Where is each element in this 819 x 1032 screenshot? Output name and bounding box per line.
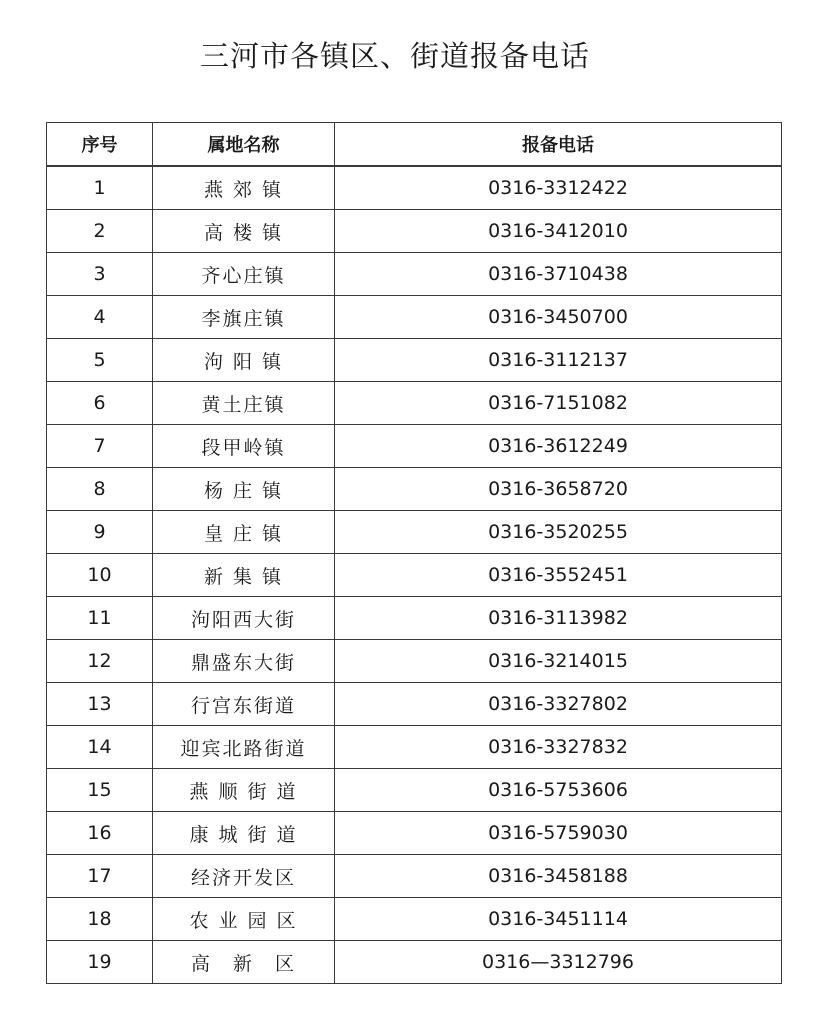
table-row bbox=[47, 382, 782, 425]
row-number: 8 bbox=[47, 468, 153, 511]
row-number: 14 bbox=[47, 726, 153, 769]
table-row bbox=[47, 253, 782, 296]
phone-number: 0316-3412010 bbox=[335, 210, 782, 253]
table-row bbox=[47, 425, 782, 468]
row-number: 16 bbox=[47, 812, 153, 855]
table-row bbox=[47, 468, 782, 511]
area-name: 高 楼 镇 bbox=[153, 210, 335, 253]
phone-number: 0316-3710438 bbox=[335, 253, 782, 296]
row-number: 18 bbox=[47, 898, 153, 941]
header-phone: 报备电话 bbox=[335, 123, 782, 167]
table-row bbox=[47, 554, 782, 597]
table-row bbox=[47, 640, 782, 683]
phone-number: 0316-3113982 bbox=[335, 597, 782, 640]
table-row bbox=[47, 898, 782, 941]
phone-number: 0316-3552451 bbox=[335, 554, 782, 597]
phone-number: 0316-3327802 bbox=[335, 683, 782, 726]
area-name: 康 城 街 道 bbox=[153, 812, 335, 855]
table-row bbox=[47, 812, 782, 855]
area-name: 李旗庄镇 bbox=[153, 296, 335, 339]
phone-number: 0316-3214015 bbox=[335, 640, 782, 683]
row-number: 5 bbox=[47, 339, 153, 382]
row-number: 4 bbox=[47, 296, 153, 339]
phone-number: 0316-7151082 bbox=[335, 382, 782, 425]
area-name: 行宫东街道 bbox=[153, 683, 335, 726]
row-number: 6 bbox=[47, 382, 153, 425]
area-name: 杨 庄 镇 bbox=[153, 468, 335, 511]
phone-number: 0316-3327832 bbox=[335, 726, 782, 769]
phone-number: 0316-3312422 bbox=[335, 166, 782, 210]
phone-number: 0316-3451114 bbox=[335, 898, 782, 941]
table-header bbox=[47, 123, 782, 167]
table-row bbox=[47, 683, 782, 726]
row-number: 17 bbox=[47, 855, 153, 898]
area-name: 鼎盛东大街 bbox=[153, 640, 335, 683]
phone-table bbox=[46, 122, 782, 984]
row-number: 15 bbox=[47, 769, 153, 812]
area-name: 皇 庄 镇 bbox=[153, 511, 335, 554]
table-row bbox=[47, 597, 782, 640]
table-row bbox=[47, 166, 782, 210]
area-name: 燕 顺 街 道 bbox=[153, 769, 335, 812]
phone-number: 0316-3458188 bbox=[335, 855, 782, 898]
area-name: 黄土庄镇 bbox=[153, 382, 335, 425]
row-number: 1 bbox=[47, 166, 153, 210]
table-row bbox=[47, 511, 782, 554]
table-row bbox=[47, 210, 782, 253]
area-name: 迎宾北路街道 bbox=[153, 726, 335, 769]
table-row bbox=[47, 339, 782, 382]
area-name: 泃 阳 镇 bbox=[153, 339, 335, 382]
phone-number: 0316-5753606 bbox=[335, 769, 782, 812]
row-number: 2 bbox=[47, 210, 153, 253]
table-row bbox=[47, 726, 782, 769]
row-number: 11 bbox=[47, 597, 153, 640]
area-name: 泃阳西大街 bbox=[153, 597, 335, 640]
area-name: 段甲岭镇 bbox=[153, 425, 335, 468]
row-number: 13 bbox=[47, 683, 153, 726]
header-row bbox=[47, 123, 782, 167]
phone-number: 0316—3312796 bbox=[335, 941, 782, 984]
row-number: 9 bbox=[47, 511, 153, 554]
area-name: 新 集 镇 bbox=[153, 554, 335, 597]
area-name: 经济开发区 bbox=[153, 855, 335, 898]
phone-number: 0316-3520255 bbox=[335, 511, 782, 554]
row-number: 19 bbox=[47, 941, 153, 984]
area-name: 燕 郊 镇 bbox=[153, 166, 335, 210]
row-number: 3 bbox=[47, 253, 153, 296]
phone-number: 0316-3112137 bbox=[335, 339, 782, 382]
row-number: 12 bbox=[47, 640, 153, 683]
area-name: 农 业 园 区 bbox=[153, 898, 335, 941]
area-name: 齐心庄镇 bbox=[153, 253, 335, 296]
phone-number: 0316-5759030 bbox=[335, 812, 782, 855]
phone-number: 0316-3450700 bbox=[335, 296, 782, 339]
row-number: 7 bbox=[47, 425, 153, 468]
table-row bbox=[47, 296, 782, 339]
area-name: 高 新 区 bbox=[153, 941, 335, 984]
table-row bbox=[47, 941, 782, 984]
document-title: 三河市各镇区、街道报备电话 bbox=[199, 39, 590, 73]
row-number: 10 bbox=[47, 554, 153, 597]
phone-number: 0316-3658720 bbox=[335, 468, 782, 511]
header-name: 属地名称 bbox=[153, 123, 335, 167]
header-no: 序号 bbox=[47, 123, 153, 167]
table-row bbox=[47, 769, 782, 812]
table-body bbox=[47, 166, 782, 984]
phone-number: 0316-3612249 bbox=[335, 425, 782, 468]
table-row bbox=[47, 855, 782, 898]
